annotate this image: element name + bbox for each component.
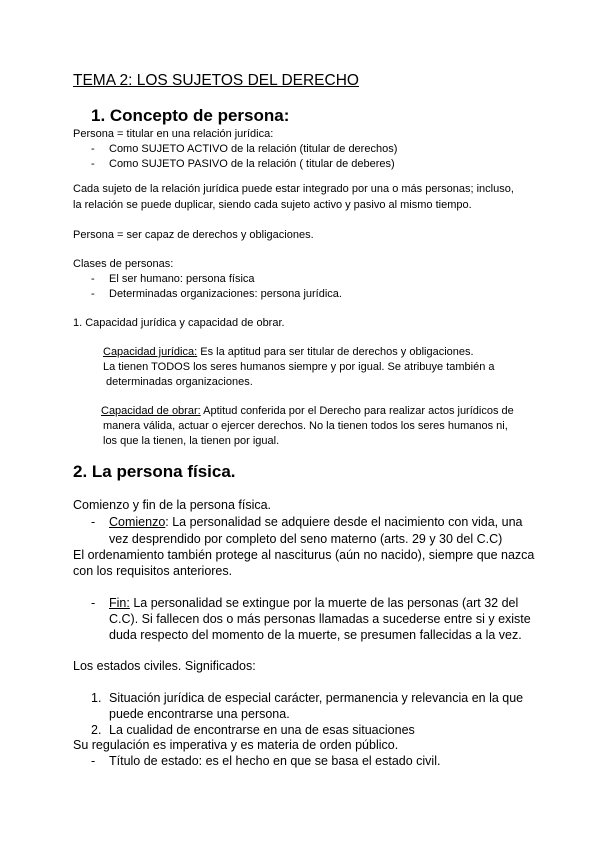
capacidad-obrar-line: los que la tienen, la tienen por igual. [103, 435, 280, 447]
fin-line: C.C). Si fallecen dos o más personas llamadas a sucederse entre si y existe [109, 612, 531, 626]
estado-item-line: puede encontrarse una persona. [109, 707, 290, 721]
fin-line [109, 596, 518, 610]
subject-item: Como SUJETO ACTIVO de la relación (titular de derechos) [109, 143, 398, 155]
estado-item-number: 1. [91, 691, 102, 705]
comienzo-line [109, 515, 522, 529]
capacidad-obrar-label: Capacidad de obrar: [101, 405, 201, 417]
estados-heading: Los estados civiles. Significados: [73, 659, 256, 673]
capacidad-juridica-text: Es la aptitud para ser titular de derechos y obligaciones. [197, 346, 474, 358]
capacidad-juridica-label: Capacidad jurídica: [103, 346, 198, 358]
titulo-estado-item: Título de estado: es el hecho en que se basa el estado civil. [109, 754, 441, 768]
comienzo-line: vez desprendido por completo del seno materno (arts. 29 y 30 del C.C) [109, 532, 503, 546]
paragraph-line: Cada sujeto de la relación jurídica puede estar integrado por una o más personas; incluso, [73, 183, 514, 195]
bullet-dash: - [91, 288, 95, 300]
section-heading-concepto-persona: 1. Concepto de persona: [91, 106, 290, 125]
comienzo-fin-label: Comienzo y fin de la persona física. [73, 498, 272, 512]
document-title: TEMA 2: LOS SUJETOS DEL DERECHO [73, 72, 359, 89]
capacidad-juridica-line: La tienen TODOS los seres humanos siempre y por igual. Se atribuye también a [103, 361, 495, 373]
comienzo-label: Comienzo [109, 515, 166, 529]
capacidad-obrar-text: Aptitud conferida por el Derecho para realizar actos jurídicos de [200, 405, 514, 417]
persona-definition: Persona = titular en una relación jurídica: [73, 128, 274, 140]
capacidad-heading: 1. Capacidad jurídica y capacidad de obrar. [73, 317, 285, 329]
fin-line: duda respecto del momento de la muerte, se presumen fallecidas a la vez. [109, 628, 522, 642]
bullet-dash: - [91, 515, 96, 529]
capacidad-juridica-line [97, 346, 474, 358]
bullet-dash: - [91, 273, 95, 285]
estado-item-number: 2. [91, 723, 102, 737]
subject-item: Como SUJETO PASIVO de la relación ( titular de deberes) [109, 158, 395, 170]
comienzo-text: : La personalidad se adquiere desde el nacimiento con vida, una [165, 515, 523, 529]
estado-item-line: La cualidad de encontrarse en una de esas situaciones [109, 723, 415, 737]
nasciturus-line: El ordenamiento también protege al nasciturus (aún no nacido), siempre que nazca [73, 548, 535, 562]
estado-item-line: Situación jurídica de especial carácter, permanencia y relevancia en la que [109, 691, 524, 705]
regulacion-line: Su regulación es imperativa y es materia de orden público. [73, 738, 399, 752]
fin-label: Fin: [109, 596, 130, 610]
fin-text: La personalidad se extingue por la muerte de las personas (art 32 del [129, 596, 519, 610]
clases-label: Clases de personas: [73, 258, 174, 270]
nasciturus-line: con los requisitos anteriores. [73, 564, 233, 578]
persona-definition-2: Persona = ser capaz de derechos y obligaciones. [73, 229, 314, 241]
clase-item: El ser humano: persona física [109, 273, 255, 285]
bullet-dash: - [91, 158, 95, 170]
capacidad-obrar-line: manera válida, actuar o ejercer derechos. No la tienen todos los seres humanos ni, [103, 420, 508, 432]
bullet-dash: - [91, 596, 96, 610]
bullet-dash: - [91, 143, 95, 155]
capacidad-obrar-line [97, 405, 514, 417]
bullet-dash: - [91, 754, 96, 768]
clase-item: Determinadas organizaciones: persona jurídica. [109, 288, 342, 300]
paragraph-line: la relación se puede duplicar, siendo cada sujeto activo y pasivo al mismo tiempo. [73, 199, 472, 211]
capacidad-juridica-line: determinadas organizaciones. [106, 376, 253, 388]
section-heading-persona-fisica: 2. La persona física. [73, 462, 236, 481]
